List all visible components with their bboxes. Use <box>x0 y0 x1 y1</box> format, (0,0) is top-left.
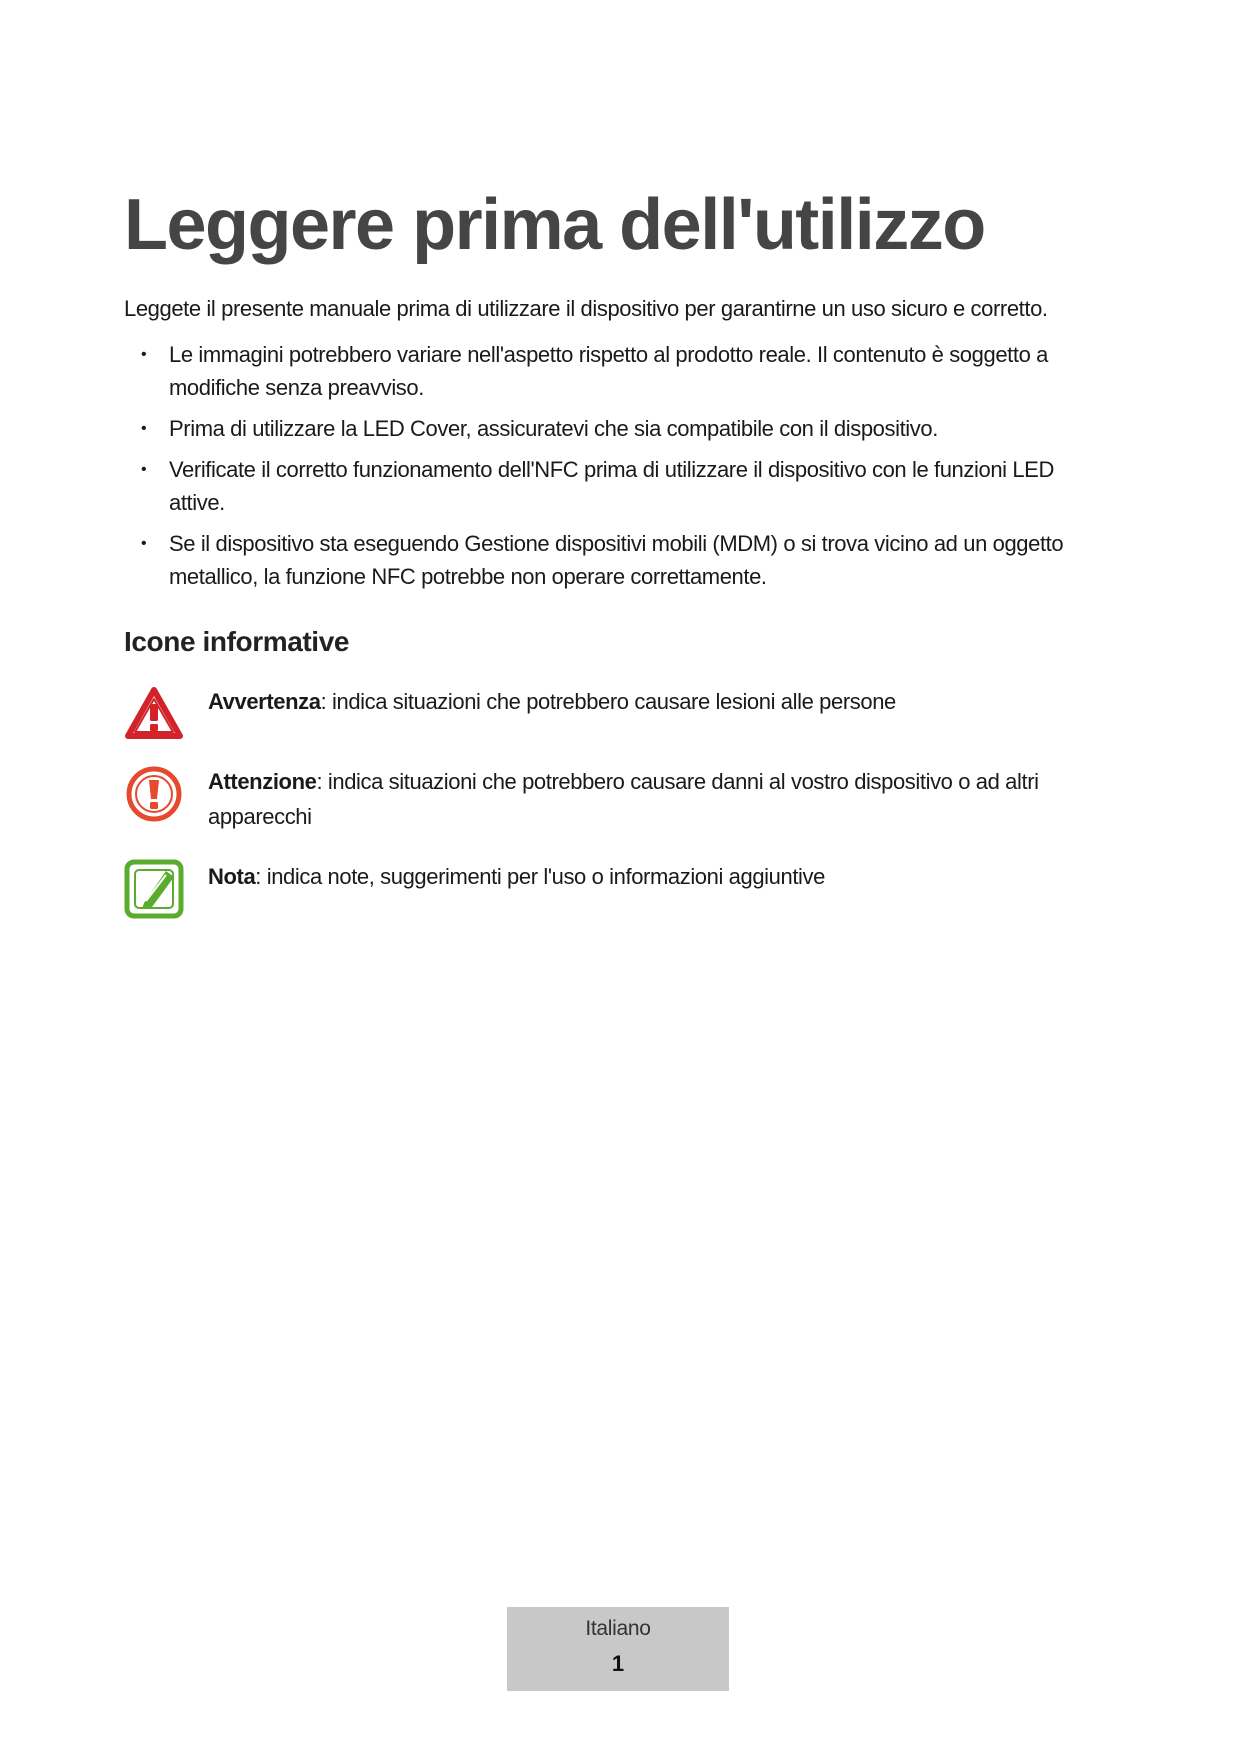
info-label: Nota <box>208 864 256 889</box>
info-description: indica note, suggerimenti per l'uso o informazioni aggiuntive <box>261 864 825 889</box>
info-separator: : <box>320 689 327 714</box>
note-pencil-icon <box>124 859 184 919</box>
bullet-dot: • <box>141 461 147 478</box>
section-heading: Icone informative <box>124 626 350 657</box>
page-footer <box>507 1607 729 1691</box>
bullet-text: Le immagini potrebbero variare nell'aspetto rispetto al prodotto reale. Il contenuto è soggetto a modifiche senza preavviso. <box>169 342 1048 400</box>
bullet-item <box>124 338 1114 404</box>
bullet-list <box>124 338 1114 601</box>
info-description: indica situazioni che potrebbero causare lesioni alle persone <box>326 689 896 714</box>
bullet-text: Prima di utilizzare la LED Cover, assicuratevi che sia compatibile con il dispositivo. <box>169 416 938 441</box>
caution-circle-icon <box>124 764 184 824</box>
page-title: Leggere prima dell'utilizzo <box>124 185 985 265</box>
bullet-item <box>124 412 1114 445</box>
info-separator: : <box>316 769 323 794</box>
bullet-dot: • <box>141 535 147 552</box>
info-text-warning <box>208 684 1108 719</box>
bullet-dot: • <box>141 420 147 437</box>
bullet-item <box>124 527 1114 593</box>
bullet-item <box>124 453 1114 519</box>
info-label: Avvertenza <box>208 689 321 714</box>
warning-triangle-icon <box>124 684 184 744</box>
info-text-caution <box>208 764 1108 834</box>
bullet-dot: • <box>141 346 147 363</box>
bullet-text: Verificate il corretto funzionamento dell'NFC prima di utilizzare il dispositivo con le funzioni LED attive. <box>169 457 1054 515</box>
info-label: Attenzione <box>208 769 317 794</box>
info-text-note <box>208 859 1108 894</box>
footer-language: Italiano <box>585 1617 651 1640</box>
bullet-text: Se il dispositivo sta eseguendo Gestione dispositivi mobili (MDM) o si trova vicino ad un oggetto metallico, la funzione NFC potrebbe non operare correttamente. <box>169 531 1064 589</box>
info-description: indica situazioni che potrebbero causare danni al vostro dispositivo o ad altri apparecchi <box>208 769 1039 829</box>
intro-text: Leggete il presente manuale prima di utilizzare il dispositivo per garantirne un uso sicuro e corretto. <box>124 296 1048 321</box>
page-number: 1 <box>611 1651 625 1676</box>
info-separator: : <box>255 864 262 889</box>
